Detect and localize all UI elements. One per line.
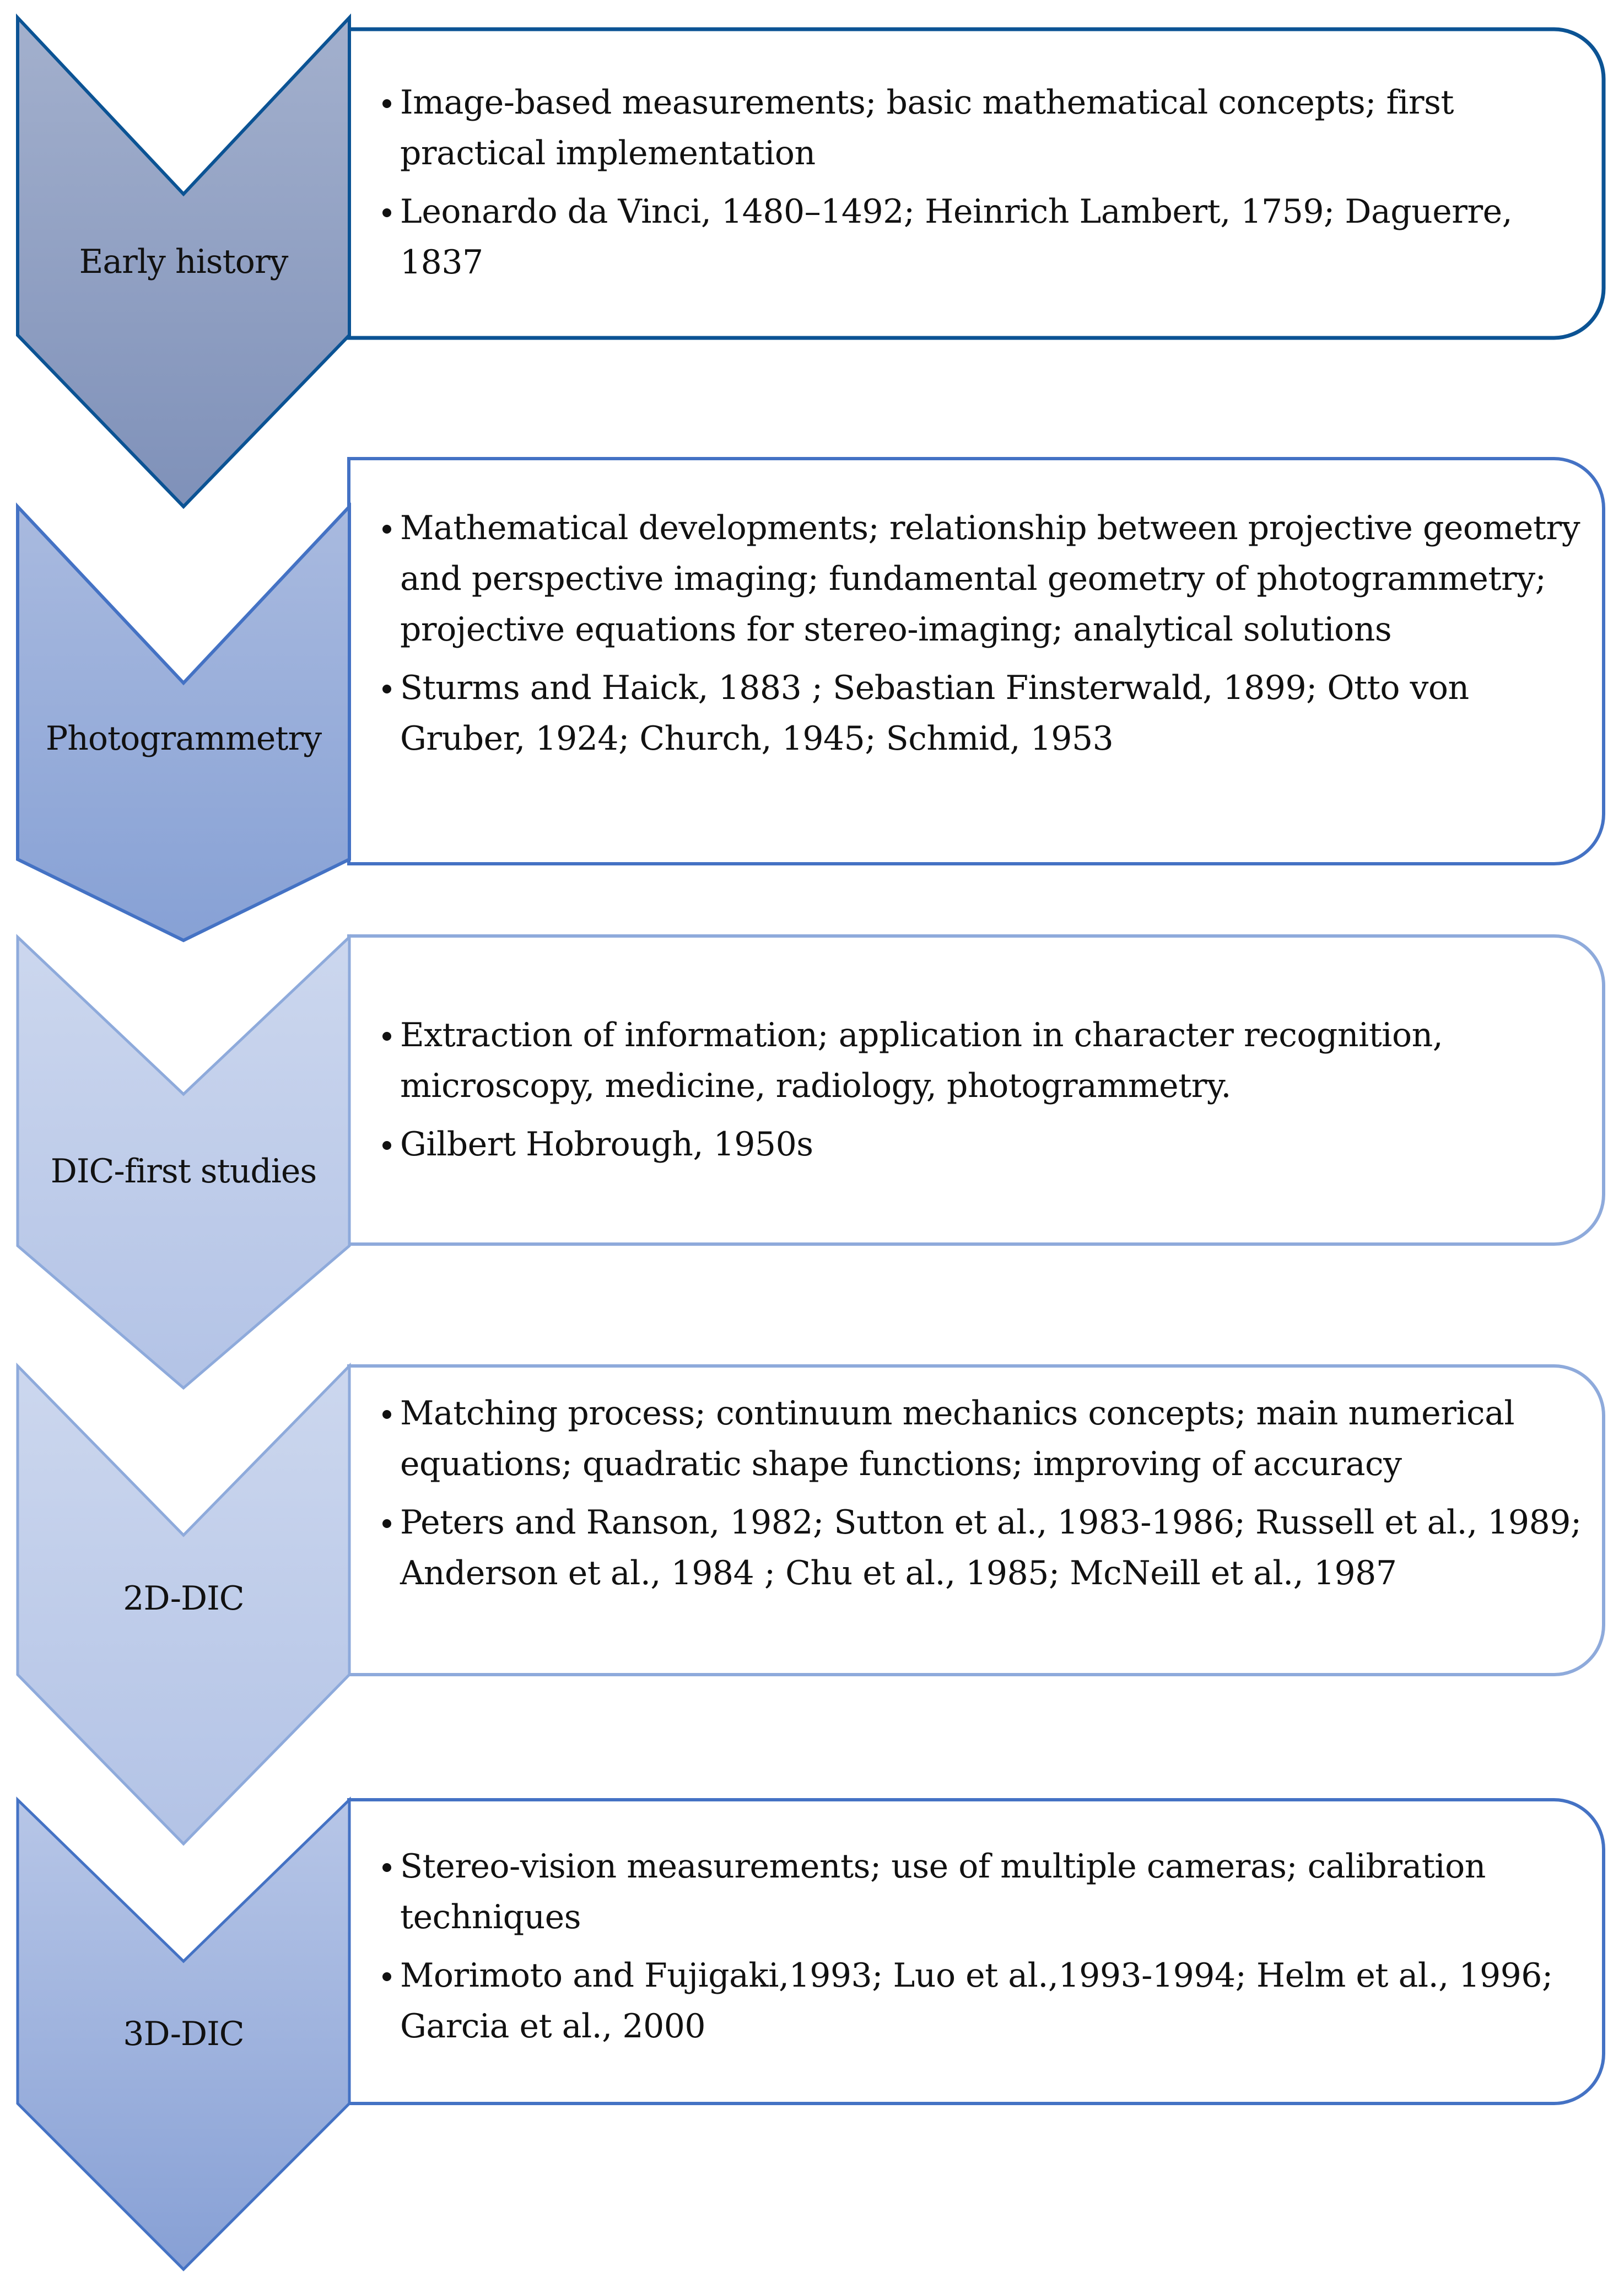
content-box-3-text	[380, 1010, 1593, 1177]
content-box-4-text	[380, 1388, 1593, 1606]
content-box-2-text	[380, 503, 1593, 772]
bullet-item: Peters and Ranson, 1982; Sutton et al., 1983-1986; Russell et al., 1989; Anderson et al., 1984 ; Chu et al., 1985; McNeill et al., 1987	[380, 1497, 1593, 1599]
bullet-item: Stereo-vision measurements; use of multiple cameras; calibration techniques	[380, 1841, 1593, 1943]
stage-label-2d-dic: 2D-DIC	[123, 1579, 244, 1618]
bullet-item: Morimoto and Fujigaki,1993; Luo et al.,1993-1994; Helm et al., 1996; Garcia et al., 2000	[380, 1950, 1593, 2052]
bullet-item: Matching process; continuum mechanics concepts; main numerical equations; quadratic shape functions; improving of accuracy	[380, 1388, 1593, 1489]
bullet-item: Leonardo da Vinci, 1480–1492; Heinrich Lambert, 1759; Daguerre, 1837	[380, 186, 1593, 288]
stage-label-early-history: Early history	[79, 243, 288, 281]
content-box-1-text	[380, 77, 1593, 295]
content-box-5-text	[380, 1841, 1593, 2059]
stage-label-3d-dic: 3D-DIC	[123, 2015, 244, 2053]
bullet-item: Sturms and Haick, 1883 ; Sebastian Finsterwald, 1899; Otto von Gruber, 1924; Church, 1945; Schmid, 1953	[380, 663, 1593, 764]
bullet-item: Mathematical developments; relationship between projective geometry and perspective imaging; fundamental geometry of photogrammetry; projective equations for stereo-imaging; analytical solutions	[380, 503, 1593, 655]
stage-label-photogrammetry: Photogrammetry	[45, 719, 322, 758]
bullet-item: Gilbert Hobrough, 1950s	[380, 1119, 1593, 1170]
bullet-item: Image-based measurements; basic mathematical concepts; first practical implementation	[380, 77, 1593, 179]
bullet-item: Extraction of information; application in character recognition, microscopy, medicine, radiology, photogrammetry.	[380, 1010, 1593, 1111]
stage-label-dic-first-studies: DIC-first studies	[50, 1152, 317, 1191]
